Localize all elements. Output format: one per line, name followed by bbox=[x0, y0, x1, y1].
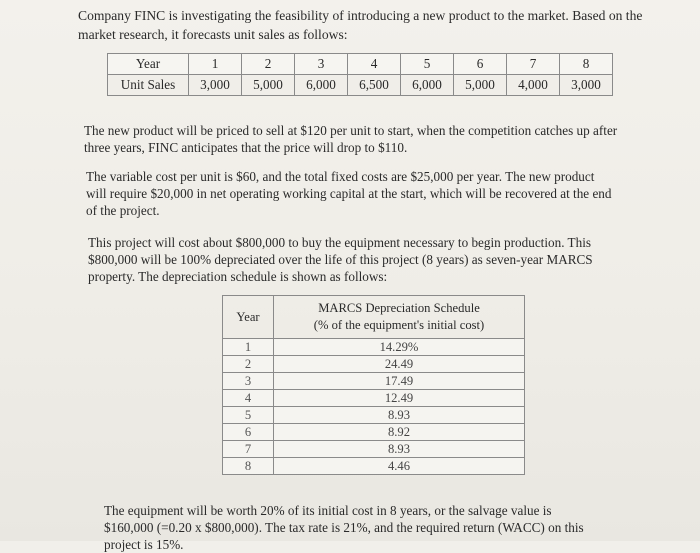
intro-paragraph: Company FINC is investigating the feasibility of introducing a new product to the market. Based on the market research, it forecasts unit sales as follows: bbox=[78, 8, 643, 42]
macrs-percent-cell: 8.93 bbox=[274, 441, 525, 458]
sales-units-cell: 5,000 bbox=[454, 75, 507, 96]
macrs-schedule-title: MARCS Depreciation Schedule bbox=[318, 301, 480, 315]
macrs-row bbox=[223, 441, 525, 458]
macrs-year-cell: 4 bbox=[223, 390, 274, 407]
sales-year-cell: 2 bbox=[242, 54, 295, 75]
sales-units-cell: 6,000 bbox=[295, 75, 348, 96]
macrs-schedule-header bbox=[274, 296, 525, 339]
sales-year-cell: 6 bbox=[454, 54, 507, 75]
sales-year-cell: 3 bbox=[295, 54, 348, 75]
macrs-row bbox=[223, 390, 525, 407]
macrs-year-cell: 5 bbox=[223, 407, 274, 424]
macrs-percent-cell: 4.46 bbox=[274, 458, 525, 475]
macrs-percent-cell: 8.93 bbox=[274, 407, 525, 424]
macrs-depreciation-table bbox=[222, 295, 525, 475]
macrs-year-cell: 6 bbox=[223, 424, 274, 441]
macrs-row bbox=[223, 373, 525, 390]
sales-year-cell: 7 bbox=[507, 54, 560, 75]
macrs-year-cell: 8 bbox=[223, 458, 274, 475]
sales-year-cell: 4 bbox=[348, 54, 401, 75]
macrs-schedule-subtitle: (% of the equipment's initial cost) bbox=[313, 318, 485, 332]
sales-year-cell: 1 bbox=[189, 54, 242, 75]
sales-year-cell: 5 bbox=[401, 54, 454, 75]
sales-units-cell: 3,000 bbox=[189, 75, 242, 96]
macrs-year-cell: 1 bbox=[223, 339, 274, 356]
macrs-year-cell: 2 bbox=[223, 356, 274, 373]
sales-year-cell: 8 bbox=[560, 54, 613, 75]
salvage-paragraph: The equipment will be worth 20% of its initial cost in 8 years, or the salvage value is $160,000 (=0.20 x $800,000). The tax rate is 21%, and the required return (WACC) on this project is 15%. bbox=[104, 503, 584, 552]
macrs-percent-cell: 12.49 bbox=[274, 390, 525, 407]
sales-year-label: Year bbox=[108, 54, 189, 75]
macrs-percent-cell: 14.29% bbox=[274, 339, 525, 356]
sales-units-cell: 3,000 bbox=[560, 75, 613, 96]
macrs-percent-cell: 17.49 bbox=[274, 373, 525, 390]
macrs-row bbox=[223, 458, 525, 475]
macrs-row bbox=[223, 339, 525, 356]
sales-units-row bbox=[108, 75, 613, 96]
macrs-row bbox=[223, 407, 525, 424]
macrs-year-cell: 7 bbox=[223, 441, 274, 458]
macrs-percent-cell: 8.92 bbox=[274, 424, 525, 441]
sales-units-cell: 6,500 bbox=[348, 75, 401, 96]
price-paragraph: The new product will be priced to sell at $120 per unit to start, when the competition catches up after three years, FINC anticipates that the price will drop to $110. bbox=[84, 123, 618, 155]
sales-units-cell: 4,000 bbox=[507, 75, 560, 96]
sales-year-row bbox=[108, 54, 613, 75]
sales-units-label: Unit Sales bbox=[108, 75, 189, 96]
macrs-year-header: Year bbox=[223, 296, 274, 339]
macrs-row bbox=[223, 356, 525, 373]
equipment-paragraph: This project will cost about $800,000 to buy the equipment necessary to begin production. This $800,000 will be 100% depreciated over the life of this project (8 years) as seven-year MARCS property. The depreciation schedule is shown as follows: bbox=[88, 235, 593, 284]
macrs-percent-cell: 24.49 bbox=[274, 356, 525, 373]
macrs-row bbox=[223, 424, 525, 441]
sales-units-cell: 6,000 bbox=[401, 75, 454, 96]
macrs-year-cell: 3 bbox=[223, 373, 274, 390]
sales-units-cell: 5,000 bbox=[242, 75, 295, 96]
macrs-header-row bbox=[223, 296, 525, 339]
unit-sales-table bbox=[107, 53, 613, 96]
cost-paragraph: The variable cost per unit is $60, and the total fixed costs are $25,000 per year. The new product will require $20,000 in net operating working capital at the start, which will be recovered at the end of the project. bbox=[86, 169, 612, 218]
